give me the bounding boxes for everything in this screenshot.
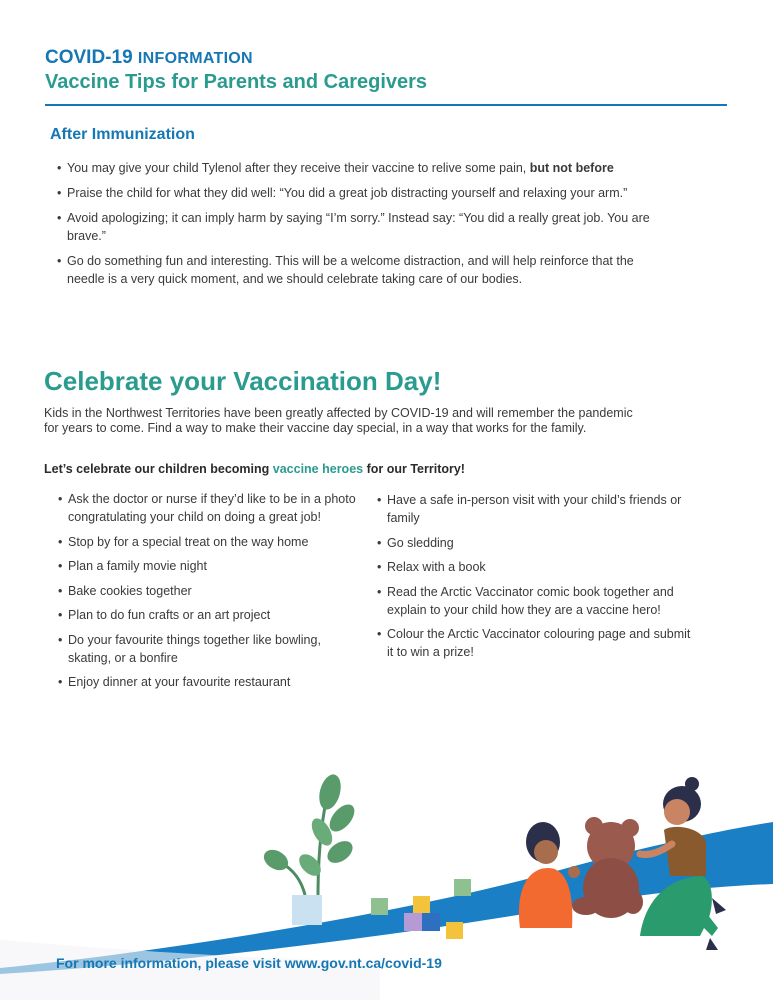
celebrate-list-left bbox=[58, 490, 358, 698]
list-item: • Go sledding bbox=[377, 534, 697, 552]
list-item: • Avoid apologizing; it can imply harm by saying “I’m sorry.” Instead say: “You did a really great job. You are brave.” bbox=[57, 209, 657, 245]
list-item: • Relax with a book bbox=[377, 558, 697, 576]
celebrate-lead: Let’s celebrate our children becoming vaccine heroes for our Territory! bbox=[44, 462, 465, 476]
list-item: • Plan to do fun crafts or an art project bbox=[58, 606, 358, 624]
list-item: • Ask the doctor or nurse if they’d like to be in a photo congratulating your child on doing a great job! bbox=[58, 490, 358, 526]
celebrate-title: Celebrate your Vaccination Day! bbox=[44, 366, 442, 396]
header-title-strong: COVID-19 bbox=[45, 47, 133, 68]
list-item: • Do your favourite things together like bowling, skating, or a bonfire bbox=[58, 631, 358, 667]
header-title bbox=[45, 47, 253, 69]
list-item: • Colour the Arctic Vaccinator colouring page and submit it to win a prize! bbox=[377, 625, 697, 661]
footer-info-link[interactable]: For more information, please visit www.gov.nt.ca/covid-19 bbox=[56, 955, 442, 971]
list-item: • Have a safe in-person visit with your child’s friends or family bbox=[377, 491, 697, 527]
header-subtitle: Vaccine Tips for Parents and Caregivers bbox=[45, 71, 428, 93]
list-item: • Praise the child for what they did well: “You did a great job distracting yourself and relaxing your arm.” bbox=[57, 184, 657, 202]
list-item: • Enjoy dinner at your favourite restaurant bbox=[58, 673, 358, 691]
child-figure-icon bbox=[519, 822, 580, 928]
list-item: • Stop by for a special treat on the way home bbox=[58, 533, 358, 551]
after-immunization-title: After Immunization bbox=[50, 126, 195, 143]
celebrate-list-right bbox=[377, 491, 697, 668]
celebrate-intro: Kids in the Northwest Territories have been greatly affected by COVID-19 and will remember the pandemic for years to come. Find a way to make their vaccine day special, in a way that works for the family. bbox=[44, 406, 633, 435]
plant-icon bbox=[260, 772, 359, 925]
header-divider bbox=[45, 104, 727, 106]
list-item: • You may give your child Tylenol after they receive their vaccine to relive some pain, but not before bbox=[57, 159, 657, 177]
list-item: • Bake cookies together bbox=[58, 582, 358, 600]
list-item: • Plan a family movie night bbox=[58, 557, 358, 575]
list-item: • Read the Arctic Vaccinator comic book together and explain to your child how they are a vaccine hero! bbox=[377, 583, 697, 619]
after-immunization-list bbox=[57, 159, 657, 295]
list-item: • Go do something fun and interesting. This will be a welcome distraction, and will help reinforce that the needle is a very quick moment, and we should celebrate taking care of our bodies. bbox=[57, 252, 657, 288]
header-title-small: INFORMATION bbox=[137, 50, 253, 67]
vaccine-heroes-highlight: vaccine heroes bbox=[272, 462, 364, 476]
